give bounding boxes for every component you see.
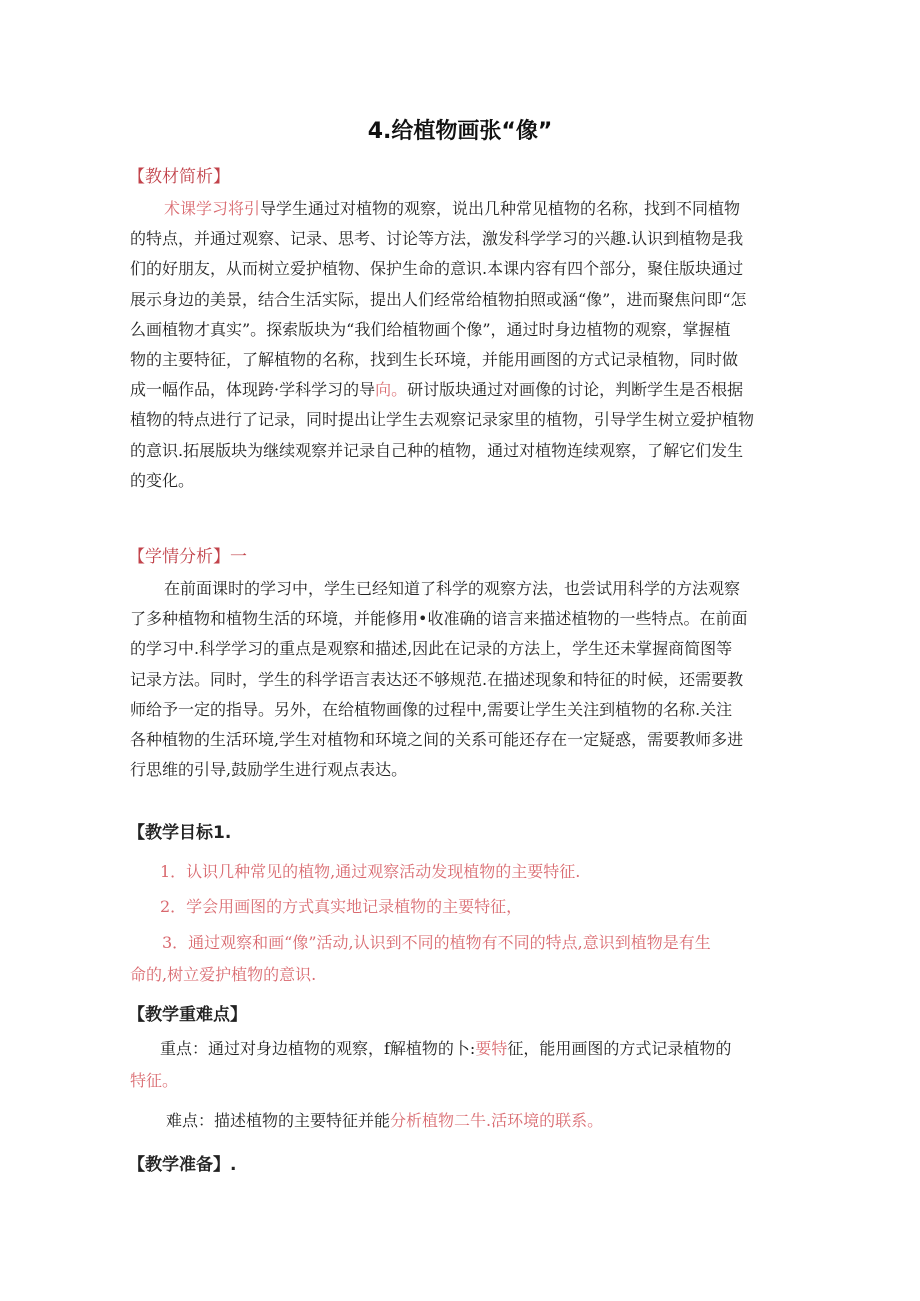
student-analysis-paragraph (130, 574, 782, 785)
heading-teaching-preparation: 【教学准备】. (128, 1155, 237, 1175)
highlight-text: 术课学习将引 (164, 199, 261, 218)
text-line: 各种植物的生活环境,学生对植物和环境之间的关系可能还存在一定疑惑，需要教师多进 (130, 730, 744, 750)
goal-item: 2．学会用画图的方式真实地记录植物的主要特征， (160, 897, 523, 916)
key-point-line (160, 1036, 731, 1059)
difficult-point-line (166, 1108, 603, 1131)
highlight-text: 向。 (375, 380, 408, 400)
heading-student-analysis: 【学情分析】一 (128, 547, 247, 567)
text-line: 物的主要特征，了解植物的名称，找到生长环境，并能用画图的方式记录植物，同时做 (130, 350, 739, 370)
key-point-text: 重点：通过对身边植物的观察，f解植物的卜: (160, 1039, 476, 1058)
text-line: 植物的特点进行了记录，同时提出让学生去观察记录家里的植物，引导学生树立爱护植物 (130, 410, 755, 430)
goal-item-continued: 命的,树立爱护植物的意识. (130, 965, 317, 984)
text-line: 展示身边的美景，结合生活实际，提出人们经常给植物拍照或涵“像”，进而聚焦问即“怎 (130, 289, 747, 309)
text-line (130, 194, 782, 224)
text-line: 么画植物才真实”。探索版块为“我们给植物画个像”，通过时身边植物的观察，掌握植 (130, 319, 731, 339)
text-line: 的意识.拓展版块为继续观察并记录自己种的植物，通过对植物连续观察，了解它们发生 (130, 440, 744, 460)
text-line: 们的好朋友，从而树立爱护植物、保护生命的意识.本课内容有四个部分，聚住版块通过 (130, 259, 744, 279)
heading-textbook-analysis: 【教材简析】 (128, 167, 230, 187)
line-text: 导学生通过对植物的观察，说出几种常见植物的名称，找到不同植物 (260, 199, 741, 218)
text-line: 的学习中.科学学习的重点是观察和描述,因此在记录的方法上，学生还未掌握商简图等 (130, 639, 733, 659)
heading-teaching-goals: 【教学目标1. (128, 823, 232, 843)
difficult-point-text: 难点：描述植物的主要特征并能 (166, 1111, 391, 1130)
line-text: 研讨版块通过对画像的讨论，判断学生是否根据 (407, 380, 744, 400)
goal-item: 3．通过观察和画“像”活动,认识到不同的植物有不同的特点,意识到植物是有生 (162, 933, 711, 952)
highlight-text: 分析植物二牛.活环境的联系。 (390, 1111, 604, 1130)
key-point-text: 征，能用画图的方式记录植物的 (507, 1039, 732, 1058)
text-line (130, 375, 782, 405)
line-text: 成一幅作品，体现跨·学科学习的导 (130, 380, 376, 400)
text-line: 的变化。 (130, 470, 195, 490)
highlight-text: 要特 (475, 1039, 508, 1058)
goal-item: 1．认识几种常见的植物,通过观察活动发现植物的主要特征. (160, 862, 581, 881)
text-line: 的特点，并通过观察、记录、思考、讨论等方法，激发科学学习的兴趣.认识到植物是我 (130, 229, 744, 249)
textbook-analysis-paragraph (130, 194, 782, 496)
text-line: 行思维的引导,鼓励学生进行观点表达。 (130, 760, 408, 780)
key-point-line-continued: 特征。 (130, 1071, 179, 1090)
heading-key-difficult-points: 【教学重难点】 (128, 1005, 247, 1025)
text-line: 在前面课时的学习中，学生已经知道了科学的观察方法，也尝试用科学的方法观察 (164, 579, 741, 598)
text-line: 了多种植物和植物生活的环境，并能修用•收准确的谙言来描述植物的一些特点。在前面 (130, 609, 748, 629)
text-line: 师给予一定的指导。另外，在给植物画像的过程中,需要让学生关注到植物的名称.关注 (130, 699, 733, 719)
text-line: 记录方法。同时，学生的科学语言表达还不够规范.在描述现象和特征的时候，还需要教 (130, 669, 744, 689)
lesson-title: 4.给植物画张“像” (367, 119, 553, 144)
